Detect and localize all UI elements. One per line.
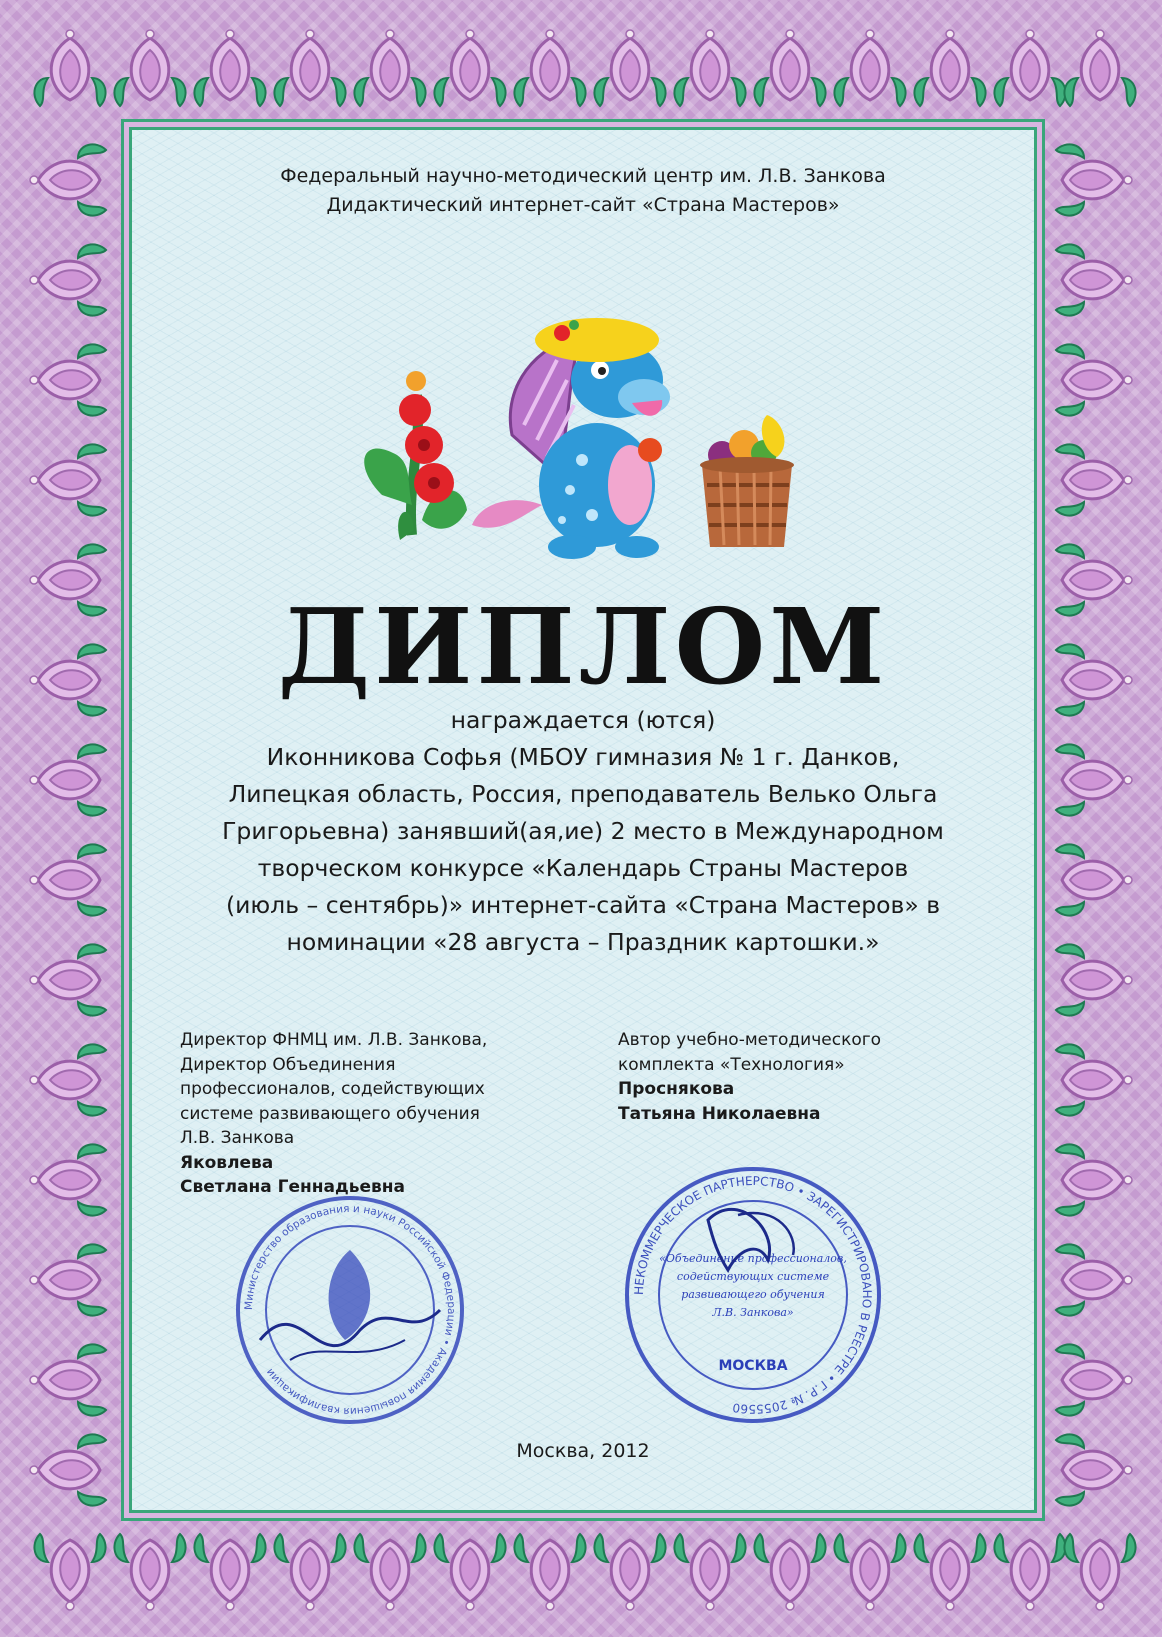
stamp-city: МОСКВА (718, 1358, 788, 1374)
signatory-position-line: системе развивающего обучения (180, 1103, 480, 1124)
award-line: творческом конкурсе «Календарь Страны Мастеров (257, 854, 909, 882)
official-stamp-right (618, 1160, 888, 1430)
fruit-basket-illustration (700, 415, 794, 547)
signatory-position-line: комплекта «Технология» (618, 1054, 845, 1075)
issuer-line-2: Дидактический интернет-сайт «Страна Мастеров» (326, 194, 840, 216)
signatory-position-line: профессионалов, содействующих (180, 1079, 485, 1099)
award-text (172, 702, 994, 961)
stamp-inner-line: содействующих системе (676, 1270, 830, 1283)
award-line: (июль – сентябрь)» интернет-сайта «Страна Мастеров» в (225, 891, 941, 919)
signatory-surname: Яковлева (180, 1152, 274, 1173)
signatory-position-line: Л.В. Занкова (180, 1128, 295, 1148)
signatory-given-names: Татьяна Николаевна (618, 1103, 821, 1124)
award-line: награждается (ются) (450, 706, 716, 734)
diploma-body (132, 130, 1034, 1510)
diploma-title: ДИПЛОМ (277, 585, 889, 708)
signatory-surname: Проснякова (618, 1079, 735, 1099)
signatory-position-line: Директор Объединения (180, 1054, 396, 1075)
flower-illustration (364, 371, 467, 540)
issuer-line-1: Федеральный научно-методический центр им. Л.В. Занкова (280, 165, 886, 187)
signatory-right (618, 1028, 958, 1126)
signatory-given-names: Светлана Геннадьевна (180, 1177, 405, 1197)
official-stamp-left (230, 1190, 470, 1430)
plasticine-dragon-illustration (352, 285, 812, 565)
stamp-inner-line: Л.В. Занкова» (712, 1306, 794, 1319)
stamp-right-ring-text: НЕКОММЕРЧЕСКОЕ ПАРТНЕРСТВО • ЗАРЕГИСТРИРОВАНО В РЕЕСТРЕ • Г.Р. № 2055560 (631, 1173, 875, 1417)
signatory-position-line: Автор учебно-методического (618, 1030, 882, 1050)
award-line: Иконникова Софья (МБОУ гимназия № 1 г. Данков, (266, 743, 900, 771)
place-and-year: Москва, 2012 (516, 1440, 650, 1462)
award-line: Липецкая область, Россия, преподаватель Велько Ольга (228, 780, 938, 808)
stamp-inner-line: развивающего обучения (681, 1288, 825, 1301)
stamp-inner-line: «Объединение профессионалов, (659, 1252, 847, 1265)
signatory-left (180, 1028, 530, 1200)
stamp-left-ring-text: Министерство образования и науки Российской Федерации • Академия повышения квалификации (242, 1202, 458, 1418)
signatory-position-line: Директор ФНМЦ им. Л.В. Занкова, (180, 1030, 488, 1050)
award-line: номинации «28 августа – Праздник картошки.» (286, 928, 880, 956)
award-line: Григорьевна) занявший(ая,ие) 2 место в Международном (222, 817, 944, 845)
issuer-header (132, 162, 1034, 220)
